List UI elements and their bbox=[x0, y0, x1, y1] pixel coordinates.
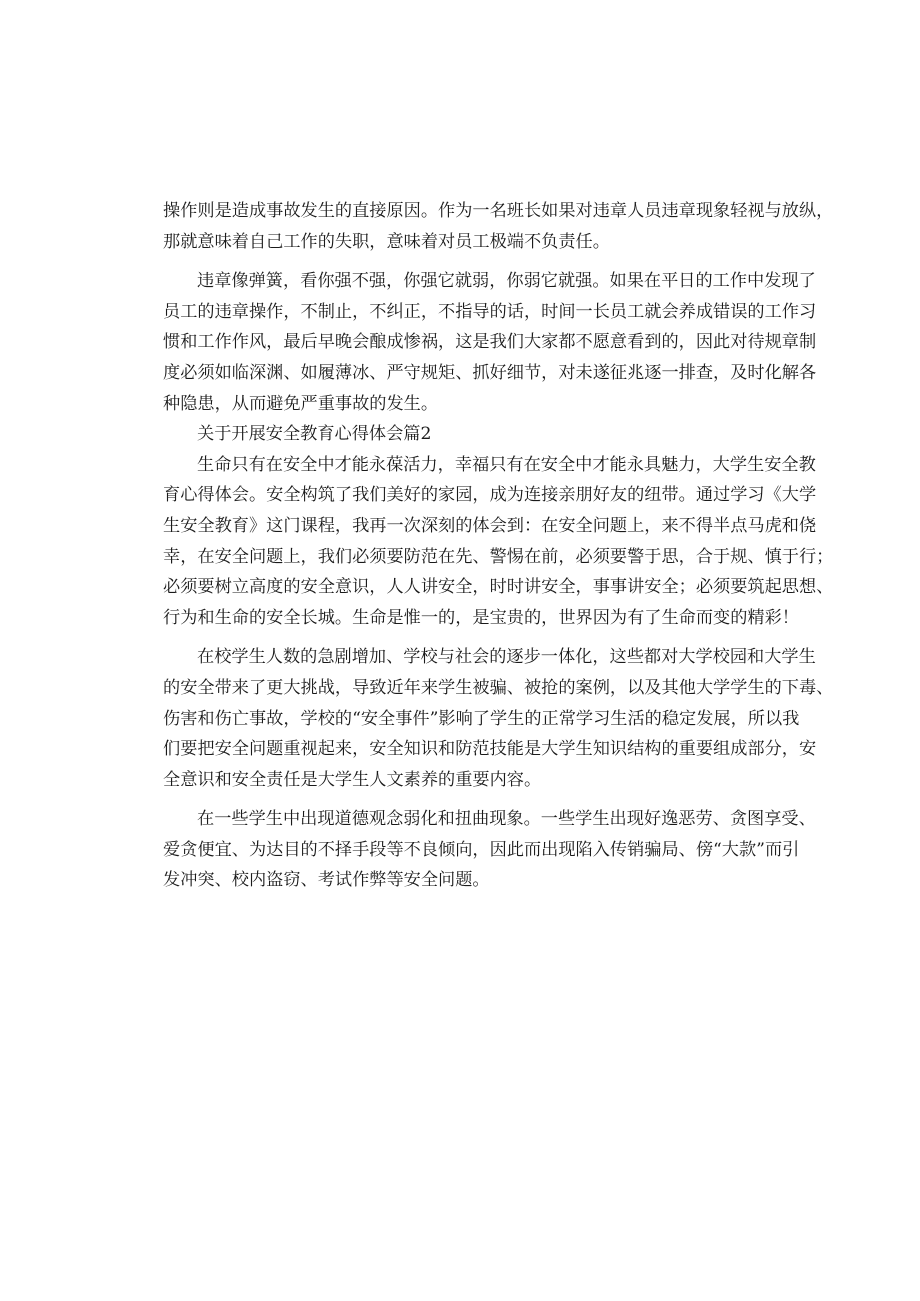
paragraph-line: 幸，在安全问题上，我们必须要防范在先、警惕在前，必须要警于思，合于规、慎于行； bbox=[163, 546, 834, 567]
paragraph-line: 育心得体会。安全构筑了我们美好的家园，成为连接亲朋好友的纽带。通过学习《大学 bbox=[163, 485, 817, 506]
paragraph-line: 操作则是造成事故发生的直接原因。作为一名班长如果对违章人员违章现象轻视与放纵， bbox=[163, 201, 834, 221]
paragraph-line: 那就意味着自己工作的失职，意味着对员工极端不负责任。 bbox=[163, 231, 610, 252]
section-heading: 关于开展安全教育心得体会篇2 bbox=[197, 424, 432, 445]
paragraph-line: 在一些学生中出现道德观念弱化和扭曲现象。一些学生出现好逸恶劳、贪图享受、 bbox=[197, 809, 816, 830]
paragraph-line: 员工的违章操作，不制止，不纠正，不指导的话，时间一长员工就会养成错误的工作习 bbox=[163, 301, 817, 322]
document-body bbox=[163, 196, 834, 896]
paragraph-line: 爱贪便宜、为达目的不择手段等不良倾向，因此而出现陷入传销骗局、傍“大款”而引 bbox=[163, 839, 800, 860]
paragraph-line: 生安全教育》这门课程，我再一次深刻的体会到：在安全问题上，来不得半点马虎和侥 bbox=[163, 515, 817, 536]
paragraph-line: 全意识和安全责任是大学生人文素养的重要内容。 bbox=[163, 769, 542, 790]
paragraph-line: 度必须如临深渊、如履薄冰、严守规矩、抓好细节，对未遂征兆逐一排查，及时化解各 bbox=[163, 362, 817, 383]
paragraph-line: 的安全带来了更大挑战，导致近年来学生被骗、被抢的案例，以及其他大学学生的下毒、 bbox=[163, 677, 834, 698]
paragraph-line: 种隐患，从而避免严重事故的发生。 bbox=[163, 393, 439, 414]
paragraph-line: 发冲突、校内盗窃、考试作弊等安全问题。 bbox=[163, 870, 490, 891]
paragraph-1 bbox=[163, 196, 834, 257]
paragraph-line: 生命只有在安全中才能永葆活力，幸福只有在安全中才能永具魅力，大学生安全教 bbox=[197, 454, 816, 475]
paragraph-line: 违章像弹簧，看你强不强，你强它就弱，你弱它就强。如果在平日的工作中发现了 bbox=[197, 271, 816, 292]
paragraph-line: 在校学生人数的急剧增加、学校与社会的逐步一体化，这些都对大学校园和大学生 bbox=[197, 647, 816, 668]
paragraph-line: 惯和工作作风，最后早晚会酿成惨祸，这是我们大家都不愿意看到的，因此对待规章制 bbox=[163, 332, 817, 353]
paragraph-line: 行为和生命的安全长城。生命是惟一的，是宝贵的，世界因为有了生命而变的精彩！ bbox=[163, 607, 799, 628]
paragraph-line: 们要把安全问题重视起来，安全知识和防范技能是大学生知识结构的重要组成部分，安 bbox=[163, 739, 817, 760]
paragraph-3 bbox=[163, 450, 834, 634]
paragraph-5 bbox=[163, 804, 816, 896]
paragraph-line: 必须要树立高度的安全意识，人人讲安全，时时讲安全，事事讲安全；必须要筑起思想、 bbox=[163, 577, 834, 598]
paragraph-line: 伤害和伤亡事故，学校的“安全事件”影响了学生的正常学习生活的稳定发展，所以我 bbox=[163, 708, 800, 729]
paragraph-4 bbox=[163, 642, 834, 795]
paragraph-2 bbox=[163, 266, 817, 419]
